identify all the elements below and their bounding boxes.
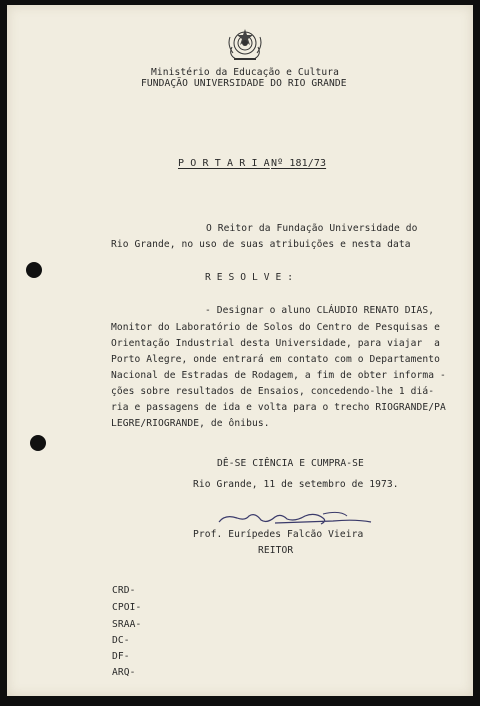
body-line-3: Orientação Industrial desta Universidade, para viajar a: [111, 338, 441, 349]
intro-line-2: Rio Grande, no uso de suas atribuições e nesta data: [111, 239, 411, 250]
distribution-item: DF-: [112, 651, 130, 662]
body-line-4: Porto Alegre, onde entrará em contato com o Departamento: [111, 354, 441, 365]
date-line: Rio Grande, 11 de setembro de 1973.: [193, 479, 399, 490]
body-line-8: LEGRE/RIOGRANDE, de ônibus.: [111, 418, 270, 429]
distribution-item: CRD-: [112, 585, 136, 596]
body-line-5: Nacional de Estradas de Rodagem, a fim de obter informa -: [111, 370, 446, 381]
intro-line-1: O Reitor da Fundação Universidade do: [206, 223, 418, 234]
signatory-name: Prof. Eurípedes Falcão Vieira: [193, 529, 364, 540]
foundation-line: FUNDAÇÃO UNIVERSIDADE DO RIO GRANDE: [141, 78, 347, 89]
distribution-item: SRAA-: [112, 619, 142, 630]
distribution-item: CPOI-: [112, 602, 142, 613]
punch-hole-top: [26, 262, 42, 278]
coat-of-arms-icon: [224, 25, 266, 65]
signatory-role: REITOR: [258, 545, 294, 556]
body-line-2: Monitor do Laboratório de Solos do Centro de Pesquisas e: [111, 322, 441, 333]
punch-hole-bottom: [30, 435, 46, 451]
body-line-6: ções sobre resultados de Ensaios, concedendo-lhe 1 diá-: [111, 386, 435, 397]
portaria-title: P O R T A R I A: [178, 158, 270, 169]
body-line-7: ria e passagens de ida e volta para o trecho RIOGRANDE/PA: [111, 402, 446, 413]
closing-line: DÊ-SE CIÊNCIA E CUMPRA-SE: [217, 458, 364, 469]
document-page: [7, 5, 473, 696]
portaria-number: Nº 181/73: [271, 158, 327, 169]
ministry-line: Ministério da Educação e Cultura: [151, 67, 340, 78]
body-line-1: - Designar o aluno CLÁUDIO RENATO DIAS,: [205, 305, 435, 316]
resolve-heading: R E S O L V E :: [205, 272, 294, 283]
distribution-item: ARQ-: [112, 667, 136, 678]
distribution-item: DC-: [112, 635, 130, 646]
